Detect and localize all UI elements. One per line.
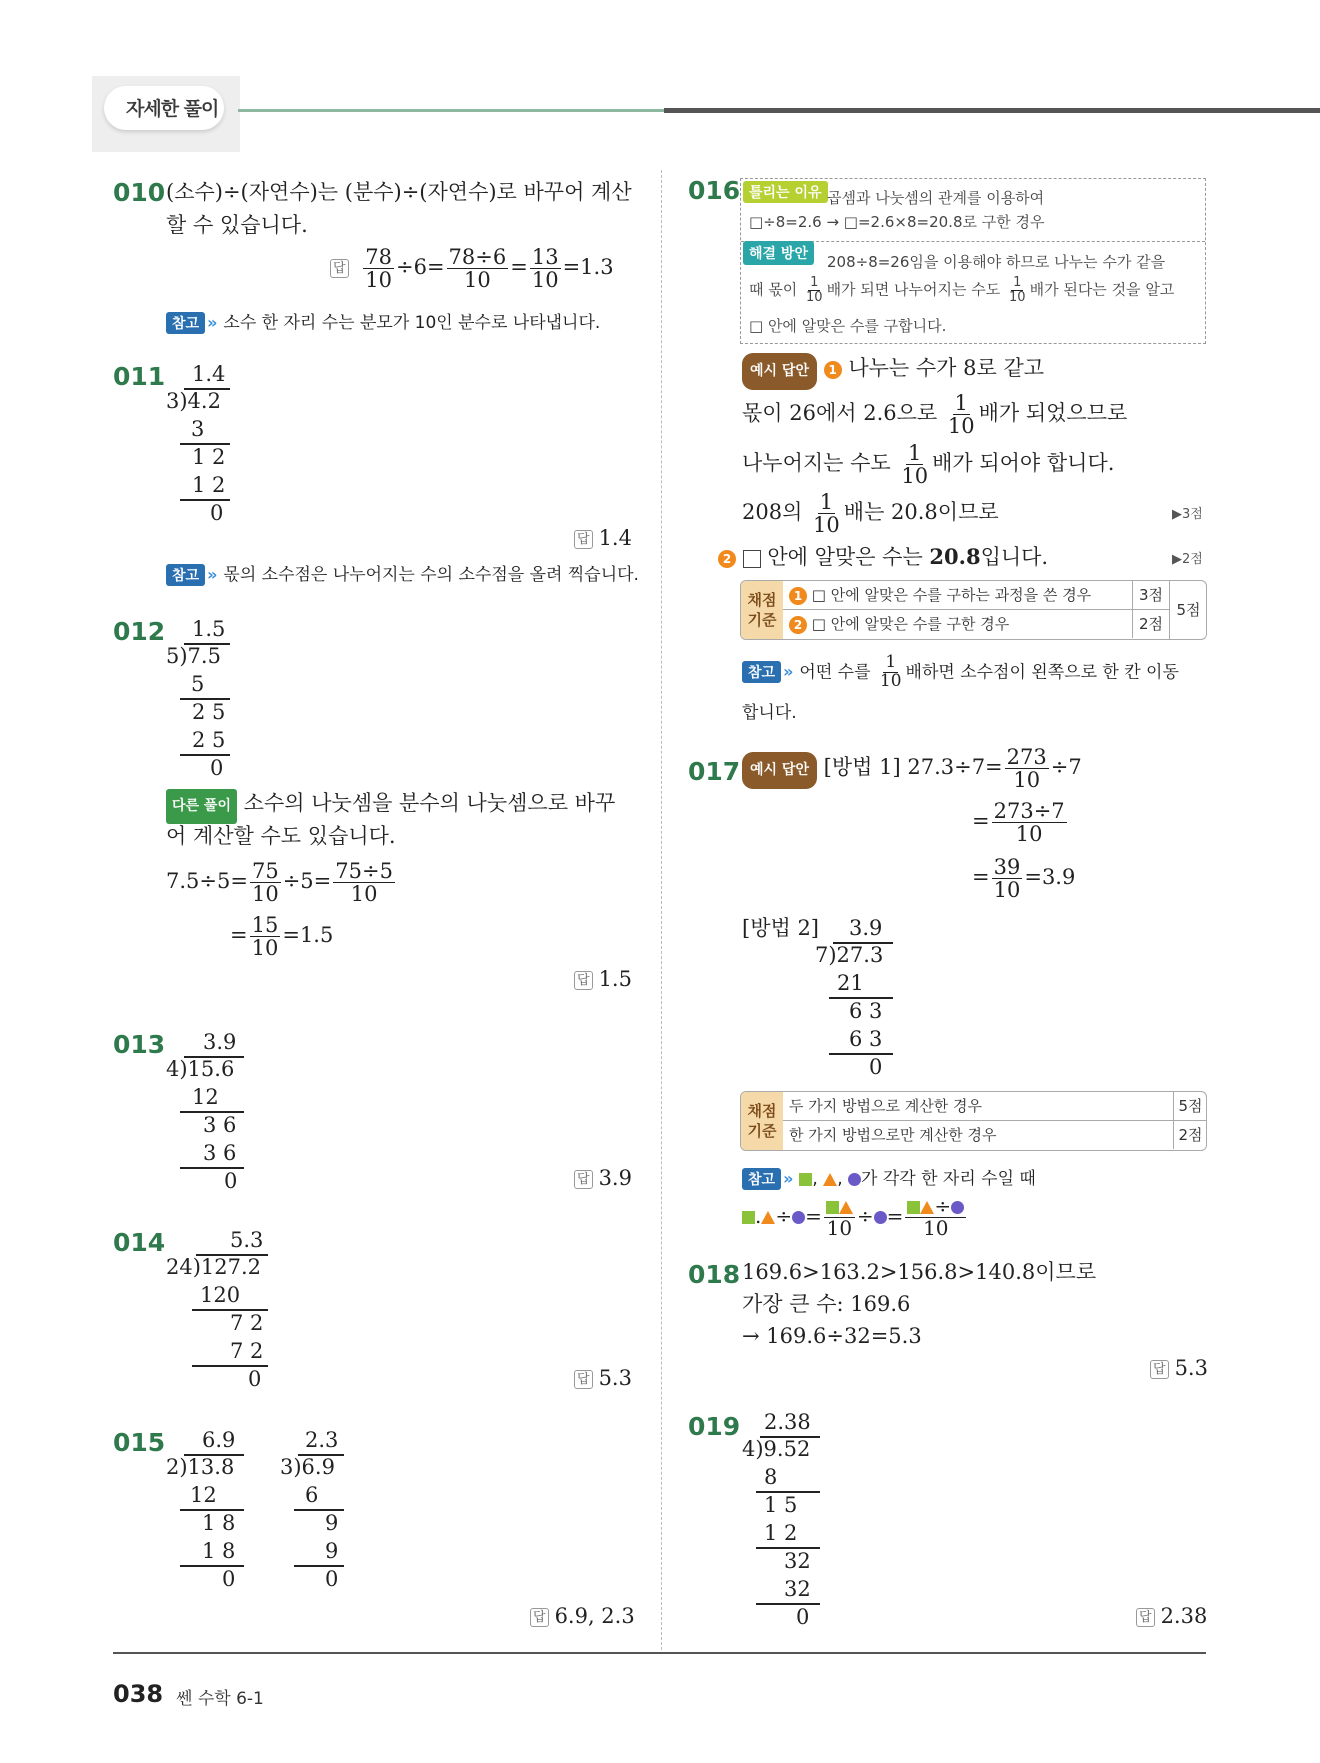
p018-answer: 답 5.3 — [1150, 1352, 1208, 1385]
p016-step3: 나누어지는 수도 $\frac{1}{10}$ 배가 되어야 합니다. — [742, 441, 1115, 489]
problem-number: 015 — [113, 1428, 166, 1457]
p016-pt3: ▶3점 — [1172, 507, 1203, 522]
alt-badge: 다른 풀이 — [166, 789, 237, 824]
blank-box-icon — [743, 550, 761, 568]
p017-method2: [방법 2] — [742, 916, 819, 940]
header-line-dark — [664, 108, 1320, 113]
wrong-badge: 틀리는 이유 — [743, 181, 828, 203]
p016-step1: 예시 답안 1 나누는 수가 8로 같고 — [742, 352, 1044, 390]
p015-answer: 답 6.9, 2.3 — [530, 1600, 635, 1633]
p012-eq1: 7.5÷5= $\frac{75}{10}$ ÷5= $\frac{75\div 5}{10}$ — [166, 859, 393, 907]
long-division: 2.38 4)9.52 8 1 5 1 2 32 32 0 — [742, 1410, 832, 1640]
long-division: 1.4 3)4.2 3 1 2 1 2 0 — [166, 362, 246, 532]
header-logo — [92, 76, 240, 152]
note-badge: 참고 — [742, 661, 781, 683]
problem-number: 018 — [688, 1260, 741, 1289]
problem-number: 017 — [688, 757, 741, 786]
problem-number: 010 — [113, 178, 166, 207]
p016-step4: 208의 $\frac{1}{10}$ 배는 20.8이므로 — [742, 490, 999, 538]
problem-number: 013 — [113, 1030, 166, 1059]
problem-number: 012 — [113, 617, 166, 646]
p010-line1: (소수)÷(자연수)는 (분수)÷(자연수)로 바꾸어 계산 — [166, 180, 632, 204]
p013-answer: 답 3.9 — [574, 1162, 632, 1195]
note-badge: 참고 — [166, 564, 205, 586]
problem-number: 011 — [113, 362, 166, 391]
column-divider — [661, 170, 662, 1650]
long-division-b: 2.3 3)6.9 6 9 9 0 — [280, 1428, 360, 1598]
p016-step5: 2 안에 알맞은 수는 20.8입니다. — [718, 540, 1048, 574]
p018-line2: 가장 큰 수: 169.6 — [742, 1292, 911, 1316]
p014-answer: 답 5.3 — [574, 1362, 632, 1395]
problem-number: 014 — [113, 1228, 166, 1257]
header-line-green — [238, 109, 664, 112]
p010-line2: 할 수 있습니다. — [166, 213, 308, 237]
p017-note: 참고 » , , 가 각각 한 자리 수일 때 — [742, 1164, 1036, 1190]
p016-step2: 몫이 26에서 2.6으로 $\frac{1}{10}$ 배가 되었으므로 — [742, 391, 1128, 439]
p017-step3: = $\frac{39}{10}$ =3.9 — [972, 855, 1076, 903]
problem-number: 016 — [688, 176, 741, 205]
example-badge: 예시 답안 — [742, 752, 817, 789]
book-title: 쎈 수학 6-1 — [176, 1689, 264, 1709]
p011-answer: 답 1.4 — [574, 522, 632, 555]
p016-info-box: 틀리는 이유 곱셈과 나눗셈의 관계를 이용하여 □÷8=2.6 → □=2.6×8=20.8로 구한 경우 해결 방안 208÷8=26임을 이용해야 하므로 나누는 수가 같을 때 몫이 $\frac{1}{10}$ 배가 되면 나누어지는 수도 $\frac{1}{10}$ 배가 된다는 것을 알고 □ 안에 알맞은 수를 구합니다. — [740, 178, 1206, 344]
footer-line — [113, 1652, 1206, 1654]
chevron-icon: » — [207, 565, 218, 584]
example-badge: 예시 답안 — [742, 353, 817, 390]
long-division: 1.5 5)7.5 5 2 5 2 5 0 — [166, 617, 246, 787]
p016-note: 참고 » 어떤 수를 $\frac{1}{10}$ 배하면 소수점이 왼쪽으로 한 칸 이동 — [742, 654, 1179, 691]
p018-line3: → 169.6÷32=5.3 — [742, 1324, 922, 1348]
page-number: 038 — [113, 1680, 164, 1708]
note-badge: 참고 — [742, 1168, 781, 1190]
chevron-icon: » — [207, 313, 218, 332]
p012-eq2: = $\frac{15}{10}$ =1.5 — [230, 913, 334, 961]
p012-alt-line2: 어 계산할 수도 있습니다. — [166, 824, 396, 848]
p019-answer: 답 2.38 — [1136, 1600, 1207, 1633]
p017-shape-formula: . ÷ = 10 ÷ = $\frac{\div}{10}$ — [742, 1196, 968, 1239]
triangle-shape-icon — [823, 1173, 837, 1186]
p010-equation: 답 $\frac{78}{10}$ ÷6= $\frac{78\div 6}{10}$ = $\frac{13}{10}$ =1.3 — [330, 246, 614, 291]
p011-note: 참고 » 몫의 소수점은 나누어지는 수의 소수점을 올려 찍습니다. — [166, 560, 639, 586]
chevron-icon: » — [783, 662, 794, 682]
p012-answer: 답 1.5 — [574, 963, 632, 996]
chevron-icon: » — [783, 1169, 794, 1188]
p016-scoring-table: 채점 기준 1 □ 안에 알맞은 수를 구하는 과정을 쓴 경우 2 □ 안에 알맞은 수를 구한 경우 3점 2점 5점 — [740, 580, 1207, 640]
p012-alt: 다른 풀이 소수의 나눗셈을 분수의 나눗셈으로 바꾸 — [166, 787, 615, 824]
answer-icon: 답 — [330, 259, 349, 278]
long-division: 3.9 4)15.6 12 3 6 3 6 0 — [166, 1030, 256, 1200]
long-division: 5.3 24)127.2 120 7 2 7 2 0 — [166, 1228, 276, 1398]
p017-step2: = $\frac{273\div 7}{10}$ — [972, 799, 1065, 847]
step-1-icon: 1 — [824, 361, 842, 379]
circle-shape-icon — [848, 1173, 861, 1186]
p017-method1: 예시 답안 [방법 1] 27.3÷7= $\frac{273}{10}$ ÷7 — [742, 746, 1082, 791]
logo-text: 자세한 풀이 — [126, 98, 219, 120]
problem-number: 019 — [688, 1412, 741, 1441]
p016-pt2: ▶2점 — [1172, 552, 1203, 567]
p016-note-end: 합니다. — [742, 703, 797, 723]
long-division-a: 6.9 2)13.8 12 1 8 1 8 0 — [166, 1428, 256, 1598]
step-2-icon: 2 — [718, 550, 736, 568]
long-division: 3.9 7)27.3 21 6 3 6 3 0 — [815, 916, 905, 1086]
square-shape-icon — [799, 1173, 812, 1186]
p017-scoring-table: 채점 기준 두 가지 방법으로 계산한 경우 한 가지 방법으로만 계산한 경우 5점 2점 — [740, 1091, 1207, 1151]
p010-note: 참고 » 소수 한 자리 수는 분모가 10인 분수로 나타냅니다. — [166, 308, 600, 334]
fix-badge: 해결 방안 — [743, 241, 814, 265]
p018-line1: 169.6>163.2>156.8>140.8이므로 — [742, 1260, 1097, 1284]
note-badge: 참고 — [166, 312, 205, 334]
